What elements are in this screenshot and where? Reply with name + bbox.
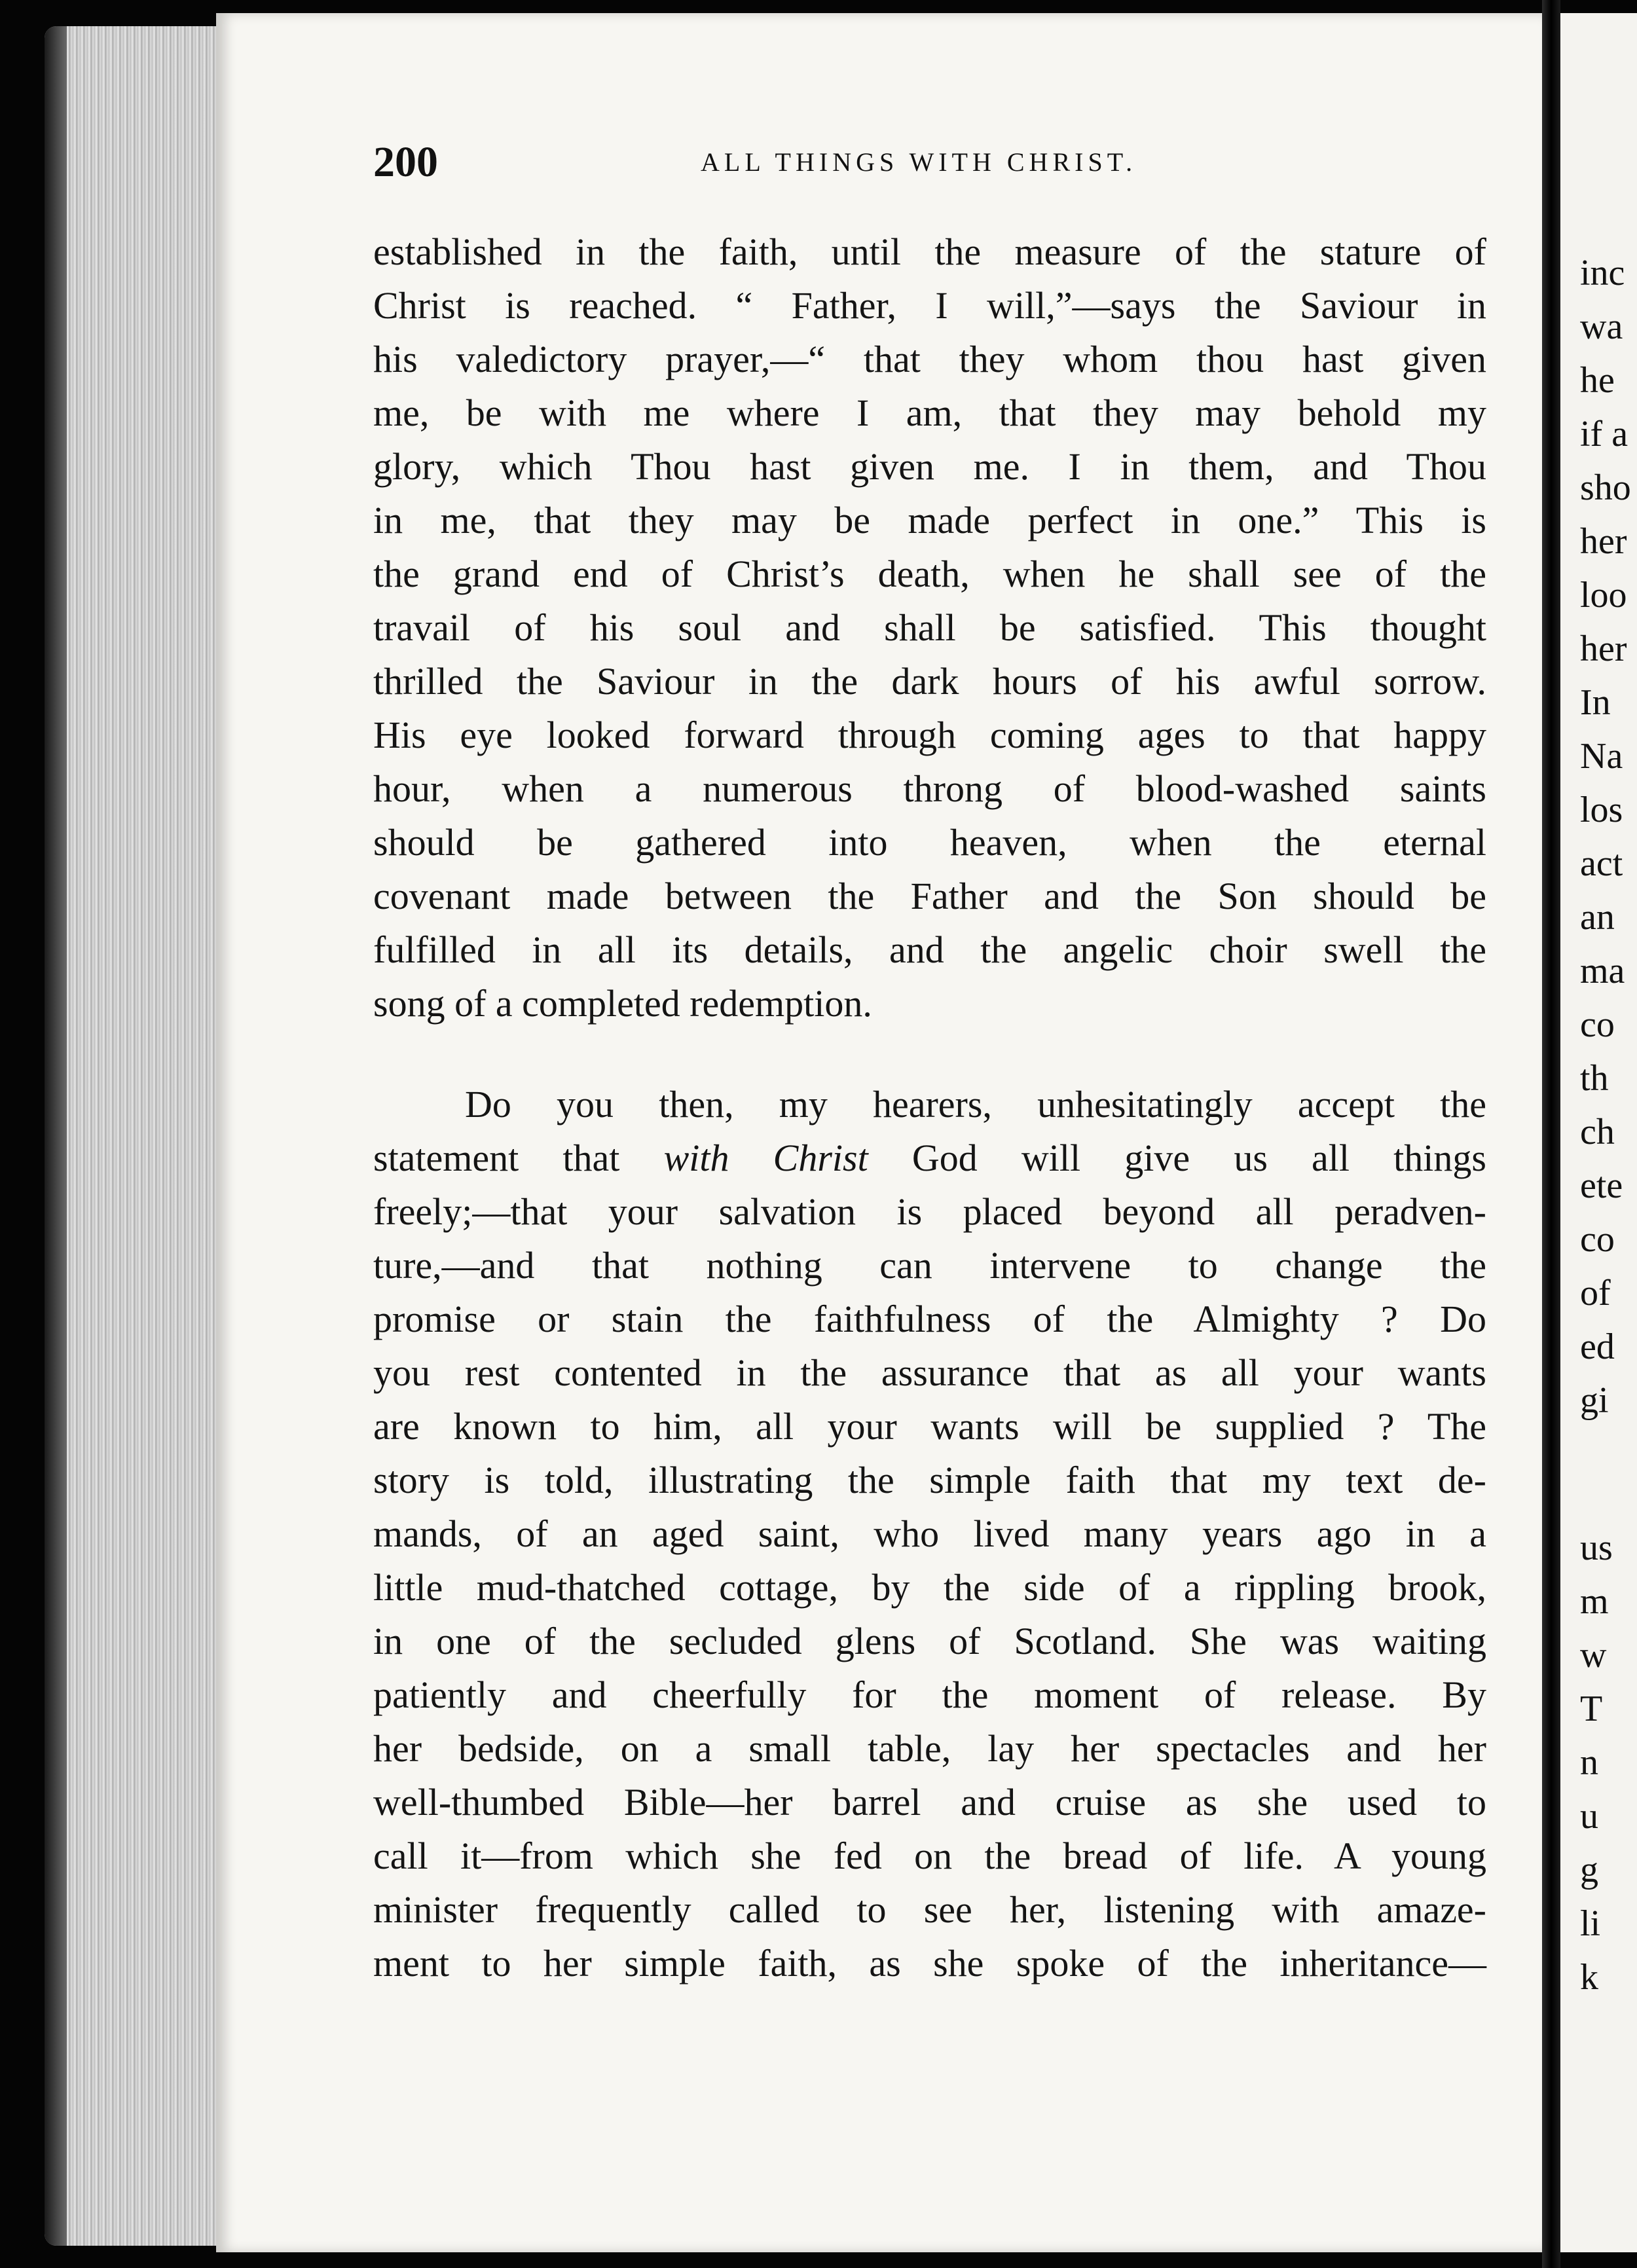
next-page-fragment: loo bbox=[1580, 575, 1627, 615]
next-page-fragment: of bbox=[1580, 1273, 1611, 1313]
text-line: in me, that they may be made perfect in one.” This is bbox=[373, 499, 1486, 541]
running-title: ALL THINGS WITH CHRIST. bbox=[701, 147, 1137, 177]
text-line: ment to her simple faith, as she spoke of the inheritance— bbox=[373, 1942, 1486, 1985]
next-page-fragment: us bbox=[1580, 1527, 1613, 1568]
page-number: 200 bbox=[373, 138, 438, 186]
next-page-fragment: co bbox=[1580, 1219, 1615, 1260]
next-page-fragment: In bbox=[1580, 682, 1611, 723]
book-gutter bbox=[1542, 0, 1560, 2268]
text-line: freely;—that your salvation is placed beyond all peradven- bbox=[373, 1190, 1486, 1233]
next-page-fragment: m bbox=[1580, 1581, 1609, 1622]
next-page-fragment: her bbox=[1580, 521, 1627, 562]
text-line: His eye looked forward through coming ages to that happy bbox=[373, 714, 1486, 756]
next-page-fragment: gi bbox=[1580, 1380, 1609, 1421]
text-line: well-thumbed Bible—her barrel and cruise as she used to bbox=[373, 1781, 1486, 1823]
text-line: glory, which Thou hast given me. I in them, and Thou bbox=[373, 445, 1486, 488]
next-page-fragment: wa bbox=[1580, 306, 1623, 347]
text-line: the grand end of Christ’s death, when he shall see of the bbox=[373, 553, 1486, 595]
text-line: mands, of an aged saint, who lived many years ago in a bbox=[373, 1512, 1486, 1555]
text-line: song of a completed redemption. bbox=[373, 982, 872, 1025]
text-line: in one of the secluded glens of Scotland. She was waiting bbox=[373, 1620, 1486, 1662]
text-line: Christ is reached. “ Father, I will,”—says the Saviour in bbox=[373, 284, 1486, 327]
text-line: fulfilled in all its details, and the angelic choir swell the bbox=[373, 928, 1486, 971]
next-page-partial bbox=[1560, 13, 1637, 2252]
text-line: story is told, illustrating the simple faith that my text de- bbox=[373, 1459, 1486, 1501]
text-line: little mud-thatched cottage, by the side of a rippling brook, bbox=[373, 1566, 1486, 1609]
text-line: her bedside, on a small table, lay her spectacles and her bbox=[373, 1727, 1486, 1770]
next-page-fragment: ete bbox=[1580, 1165, 1623, 1206]
text-line: Do you then, my hearers, unhesitatingly accept the bbox=[465, 1083, 1486, 1125]
next-page-fragment: Na bbox=[1580, 736, 1623, 777]
text-line: minister frequently called to see her, listening with amaze- bbox=[373, 1888, 1486, 1931]
next-page-fragment: he bbox=[1580, 360, 1615, 401]
next-page-fragment: T bbox=[1580, 1689, 1603, 1729]
next-page-fragment: an bbox=[1580, 897, 1615, 938]
text-line: me, be with me where I am, that they may behold my bbox=[373, 392, 1486, 434]
next-page-fragment: w bbox=[1580, 1635, 1607, 1675]
next-page-fragment: ed bbox=[1580, 1326, 1615, 1367]
text-line: established in the faith, until the measure of the stature of bbox=[373, 230, 1486, 273]
next-page-fragment: g bbox=[1580, 1850, 1598, 1890]
next-page-fragment: act bbox=[1580, 843, 1623, 884]
text-line: are known to him, all your wants will be supplied ? The bbox=[373, 1405, 1486, 1448]
next-page-fragment: inc bbox=[1580, 253, 1625, 293]
text-line: promise or stain the faithfulness of the Almighty ? Do bbox=[373, 1298, 1486, 1340]
next-page-fragment: if a bbox=[1580, 414, 1628, 454]
next-page-fragment: u bbox=[1580, 1796, 1598, 1837]
next-page-fragment: n bbox=[1580, 1742, 1598, 1783]
running-head bbox=[373, 137, 1486, 190]
next-page-fragment: ch bbox=[1580, 1112, 1615, 1152]
text-line: you rest contented in the assurance that as all your wants bbox=[373, 1351, 1486, 1394]
next-page-fragment: her bbox=[1580, 629, 1627, 669]
next-page-fragment: th bbox=[1580, 1058, 1609, 1099]
next-page-fragment: li bbox=[1580, 1903, 1601, 1944]
text-line: travail of his soul and shall be satisfied. This thought bbox=[373, 606, 1486, 649]
next-page-fragment: ma bbox=[1580, 951, 1625, 991]
text-line: statement that with Christ God will give us all things bbox=[373, 1137, 1486, 1179]
text-line: patiently and cheerfully for the moment of release. By bbox=[373, 1674, 1486, 1716]
text-line: call it—from which she fed on the bread of life. A young bbox=[373, 1835, 1486, 1877]
next-page-fragment: los bbox=[1580, 790, 1623, 830]
book-page-edges bbox=[45, 26, 218, 2246]
next-page-fragment: co bbox=[1580, 1004, 1615, 1045]
text-line: his valedictory prayer,—“ that they whom thou hast given bbox=[373, 338, 1486, 380]
text-line: hour, when a numerous throng of blood-washed saints bbox=[373, 767, 1486, 810]
text-line: ture,—and that nothing can intervene to change the bbox=[373, 1244, 1486, 1287]
text-line: covenant made between the Father and the Son should be bbox=[373, 875, 1486, 917]
next-page-fragment: sho bbox=[1580, 467, 1631, 508]
text-line: thrilled the Saviour in the dark hours of his awful sorrow. bbox=[373, 660, 1486, 703]
text-line: should be gathered into heaven, when the eternal bbox=[373, 821, 1486, 864]
next-page-fragment: k bbox=[1580, 1957, 1598, 1998]
